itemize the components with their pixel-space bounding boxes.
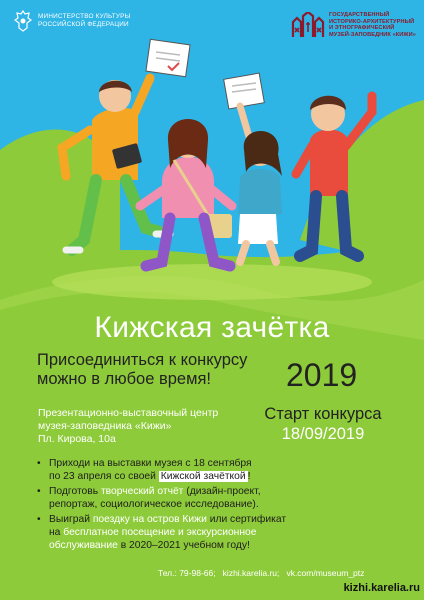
list-item: • Приходи на выставки музея с 18 сентября по 23 апреля со своей Кижской зачёткой !: [37, 458, 407, 483]
highlight-trip: поездку на остров Кижи: [92, 514, 207, 526]
venue-address: [38, 407, 218, 446]
list-item: • Выиграй поездку на остров Кижи или сертификат на бесплатное посещение и экскурсионное обслуживание в 2020–2021 учебном году!: [37, 514, 407, 552]
contest-year: 2019: [286, 357, 358, 393]
site-watermark: kizhi.karelia.ru: [343, 582, 420, 594]
contacts-footer: Тел.: 79-98-66; kizhi.karelia.ru; vk.com/museum_ptz: [158, 568, 365, 578]
highlight-report: творческий отчёт: [100, 486, 184, 498]
highlight-free-visit: бесплатное посещение и экскурсионное: [63, 526, 257, 538]
venue-line-3: Пл. Кирова, 10а: [38, 433, 116, 445]
venue-line-1: Презентационно-выставочный центр: [38, 407, 219, 419]
student-boy-right: [296, 96, 372, 256]
ministry-line-1: МИНИСТЕРСТВО КУЛЬТУРЫ: [38, 13, 131, 21]
student-girl-center: [140, 119, 232, 266]
museum-line-3: И ЭТНОГРАФИЧЕСКИЙ: [329, 25, 395, 32]
museum-line-4: МУЗЕЙ-ЗАПОВЕДНИК «КИЖИ»: [329, 31, 416, 38]
start-label: Старт конкурса: [264, 405, 382, 423]
rules-list: [37, 458, 407, 555]
museum-line-2: ИСТОРИКО-АРХИТЕКТУРНЫЙ: [329, 18, 415, 25]
join-line-2: можно в любое время!: [37, 370, 211, 388]
ministry-line-2: РОССИЙСКОЙ ФЕДЕРАЦИИ: [38, 21, 129, 28]
contest-start: [248, 404, 398, 444]
page-title: Кижская зачётка: [94, 311, 330, 344]
highlight-service: обслуживание: [49, 539, 118, 551]
join-line-1: Присоединиться к конкурсу: [37, 351, 248, 369]
museum-line-1: ГОСУДАРСТВЕННЫЙ: [329, 12, 390, 18]
student-girl-right: [224, 73, 282, 262]
venue-line-2: музея-заповедника «Кижи»: [38, 420, 172, 432]
highlight-zachetka: Кижской зачёткой: [160, 470, 246, 482]
start-date: 18/09/2019: [281, 425, 365, 443]
list-item: • Подготовь творческий отчёт (дизайн-проект, репортаж, социологическое исследование).: [37, 486, 407, 511]
join-text: [37, 351, 247, 389]
